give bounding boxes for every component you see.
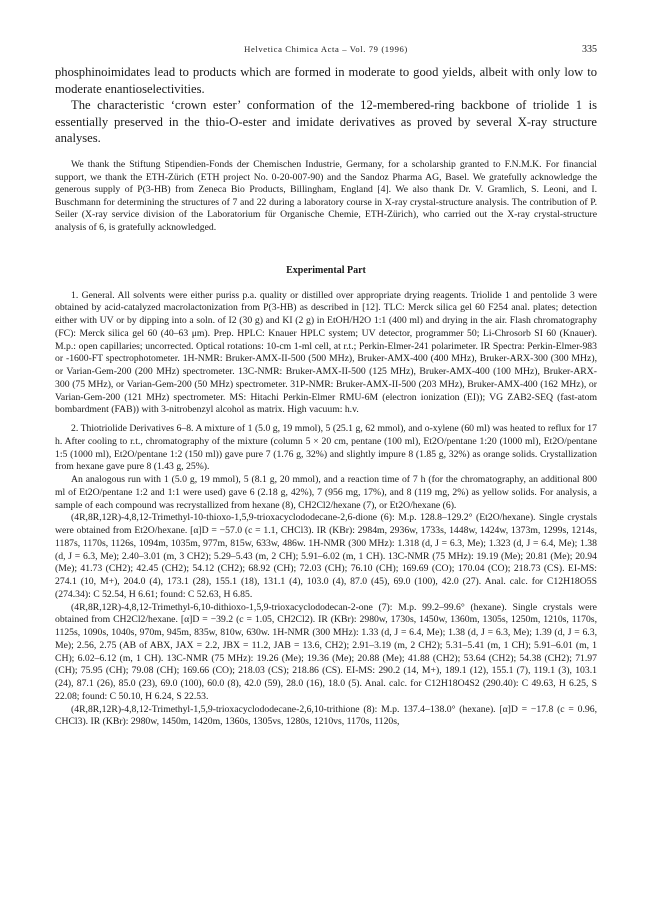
page (55, 44, 597, 729)
section-title: Experimental Part (286, 264, 366, 276)
general-paragraph: 1. General. All solvents were either puriss p.a. quality or distilled over appropriate drying reagents. Triolide 1 and pentolide 3 were obtained by acid-catalyzed macrolactonization from P(3-HB) as described in [12]. TLC: Merck silica gel 60 F254 anal. plates; detection either with UV or by dipping into a soln. of I2 (30 g) and KI (2 g) in EtOH/H2O 1:1 (400 ml) and drying in the air. Flash chromatography (FC): Merck silica gel 60 (40–63 μm). Prep. HPLC: Knauer HPLC system; UV detector, programmer 50; Li-Chrosorb SI 60 (Knauer). M.p.: open capillaries; uncorrected. Optical rotations: 10-cm 1-ml cell, at r.t.; Perkin-Elmer-241 polarimeter. IR Spectra: Perkin-Elmer-983 or -1600-FT spectrophotometer. 1H-NMR: Bruker-AMX-II-500 (500 MHz), Bruker-AMX-400 (400 MHz), Bruker-ARX-300 (300 MHz), or Varian-Gem-200 (200 MHz) spectrometer. 13C-NMR: Bruker-AMX-II-500 (125 MHz), Bruker-AMX-400 (100 MHz), Bruker-ARX-300 (75 MHz), or Varian-Gem-200 (50 MHz) spectrometer. 31P-NMR: Bruker-AMX-II-500 (203 MHz), Bruker-AMX-400 (162 MHz), or Varian-Gem-200 (121 MHz) spectrometer. MS: Hitachi Perkin-Elmer RMU-6M (electron ionization (EI)); VG ZAB2-SEQ (fast-atom bombardment (FAB)) with 3-nitrobenzyl alcohol as matrix. High vacuum: h.v. (55, 289, 597, 416)
intro-paragraph-1: phosphinoimidates lead to products which are formed in moderate to good yields, albeit with only low to moderate enantioselectivities. (55, 65, 597, 96)
compound-6-paragraph: (4R,8R,12R)-4,8,12-Trimethyl-10-thioxo-1,5,9-trioxacyclododecane-2,6-dione (6): M.p. 128.8–129.2° (Et2O/hexane). Single crystals were obtained from Et2O/hexane. [α]D = −57.0 (c = 1.1, CHCl3). IR (KBr): 2984m, 2936w, 1733s, 1448w, 1424w, 1373m, 1299s, 1214s, 1187s, 1170s, 1126s, 1094m, 1035m, 977m, 815w, 633w, 486w. 1H-NMR (300 MHz): 1.318 (d, J = 6.3, Me); 1.323 (d, J = 6.4, Me); 1.38 (d, J = 6.3, Me); 2.40–3.01 (m, 3 CH2); 5.29–5.43 (m, 2 CH); 5.91–6.02 (m, 1 CH). 13C-NMR (75 MHz): 19.19 (Me); 20.81 (Me); 20.94 (Me); 41.73 (CH2); 42.45 (CH2); 54.12 (CH2); 68.92 (CH); 72.03 (CH); 76.10 (CH); 169.69 (CO); 170.04 (CO); 218.73 (CS). EI-MS: 274.1 (10, M+), 204.0 (4), 173.1 (28), 155.1 (18), 131.1 (4), 103.0 (4), 87.0 (45), 69.0 (100), 42.0 (27). Anal. calc. for C12H18O5S (274.34): C 52.54, H 6.61; found: C 52.63, H 6.85. (55, 512, 597, 600)
compound-8-paragraph: (4R,8R,12R)-4,8,12-Trimethyl-1,5,9-trioxacyclododecane-2,6,10-trithione (8): M.p. 137.4–138.0° (hexane). [α]D = −17.8 (c = 0.96, CHCl3). IR (KBr): 2980w, 1450m, 1420m, 1360s, 1305vs, 1280s, 1210vs, 1170s, 1120s, (55, 703, 597, 728)
running-title: Helvetica Chimica Acta – Vol. 79 (1996) (244, 44, 408, 54)
page-number: 335 (582, 44, 597, 55)
intro-paragraph-2: The characteristic ‘crown ester’ conformation of the 12-membered-ring backbone of triolide 1 is essentially preserved in the thio-O-ester and imidate derivatives as proved by several X-ray structure analyses. (55, 98, 597, 146)
compound-7-paragraph: (4R,8R,12R)-4,8,12-Trimethyl-6,10-dithioxo-1,5,9-trioxacyclododecan-2-one (7): M.p. 99.2–99.6° (hexane). Single crystals were obtained from CH2Cl2/hexane. [α]D = −39.2 (c = 1.05, CH2Cl2). IR (KBr): 2980w, 1730s, 1450w, 1360m, 1305s, 1250m, 1210s, 1170s, 1125s, 1090s, 1040s, 970m, 945m, 835w, 810w, 630w. 1H-NMR (300 MHz): 1.33 (d, J = 6.4, Me); 1.38 (d, J = 6.3, Me); 1.39 (d, J = 6.3, Me); 2.56, 2.75 (AB of ABX, JAX = 2.2, JBX = 11.2, JAB = 13.6, CH2); 2.91–3.19 (m, 2 CH2); 5.31–5.41 (m, 1 CH); 5.91–6.01 (m, 1 CH); 6.02–6.12 (m, 1 CH). 13C-NMR (75 MHz): 19.26 (Me); 19.36 (Me); 20.88 (Me); 41.88 (CH2); 53.64 (CH2); 54.38 (CH2); 71.97 (CH); 75.95 (CH); 79.08 (CH); 169.66 (CO); 218.03 (CS); 218.86 (CS). EI-MS: 290.2 (14, M+), 189.1 (12), 155.1 (7), 119.1 (3), 103.1 (24), 87.1 (26), 85.0 (23), 69.0 (100), 60.0 (8), 42.0 (59), 28.0 (16), 18.0 (5). Anal. calc. for C12H18O4S2 (290.40): C 49.63, H 6.25, S 22.08; found: C 50.10, H 6.24, S 22.53. (55, 601, 597, 702)
thiotriolide-paragraph-2: An analogous run with 1 (5.0 g, 19 mmol), 5 (8.1 g, 20 mmol), and a reaction time of 7 h (for the chromatography, an additional 800 ml of Et2O/pentane 1:2 and 1:1 were used) gave 6 (2.18 g, 42%), 7 (956 mg, 17%), and 8 (119 mg, 2%) as yellow solids. For analysis, a sample of each compound was recrystallized from hexane (8), CH2Cl2/hexane (7), or Et2O/hexane (6). (55, 474, 597, 511)
acknowledgement: We thank the Stiftung Stipendien-Fonds der Chemischen Industrie, Germany, for a scholarship granted to F.N.M.K. For financial support, we thank the ETH-Zürich (ETH project No. 0-20-007-90) and the Sandoz Pharma AG, Basel. We gratefully acknowledge the generous supply of P(3-HB) from Zeneca Bio Products, Billingham, England [4]. We also thank Dr. V. Gramlich, S. Leoni, and I. Buschmann for determining the structures of 7 and 22 during a laboratory course in X-ray crystal-structure analysis. The contribution of P. Seiler (X-ray service division of the Laboratorium für Organische Chemie, ETH-Zürich), who carried out the X-ray crystal-structure analysis of 6, is gratefully acknowledged. (55, 158, 597, 233)
thiotriolide-paragraph-1: 2. Thiotriolide Derivatives 6–8. A mixture of 1 (5.0 g, 19 mmol), 5 (25.1 g, 62 mmol), and o-xylene (60 ml) was heated to reflux for 17 h. After cooling to r.t., chromatography of the mixture (column 5 × 20 cm, pentane (100 ml), Et2O/pentane 1:20 (1000 ml), Et2O/pentane 1:5 (1000 ml), Et2O/pentane 1:2 (150 ml)) gave pure 7 (1.76 g, 32%) and slightly impure 8 (1.85 g, 32%) as orange solids. Crystallization from hexane gave pure 8 (1.43 g, 25%). (55, 423, 597, 473)
running-head (55, 44, 597, 60)
